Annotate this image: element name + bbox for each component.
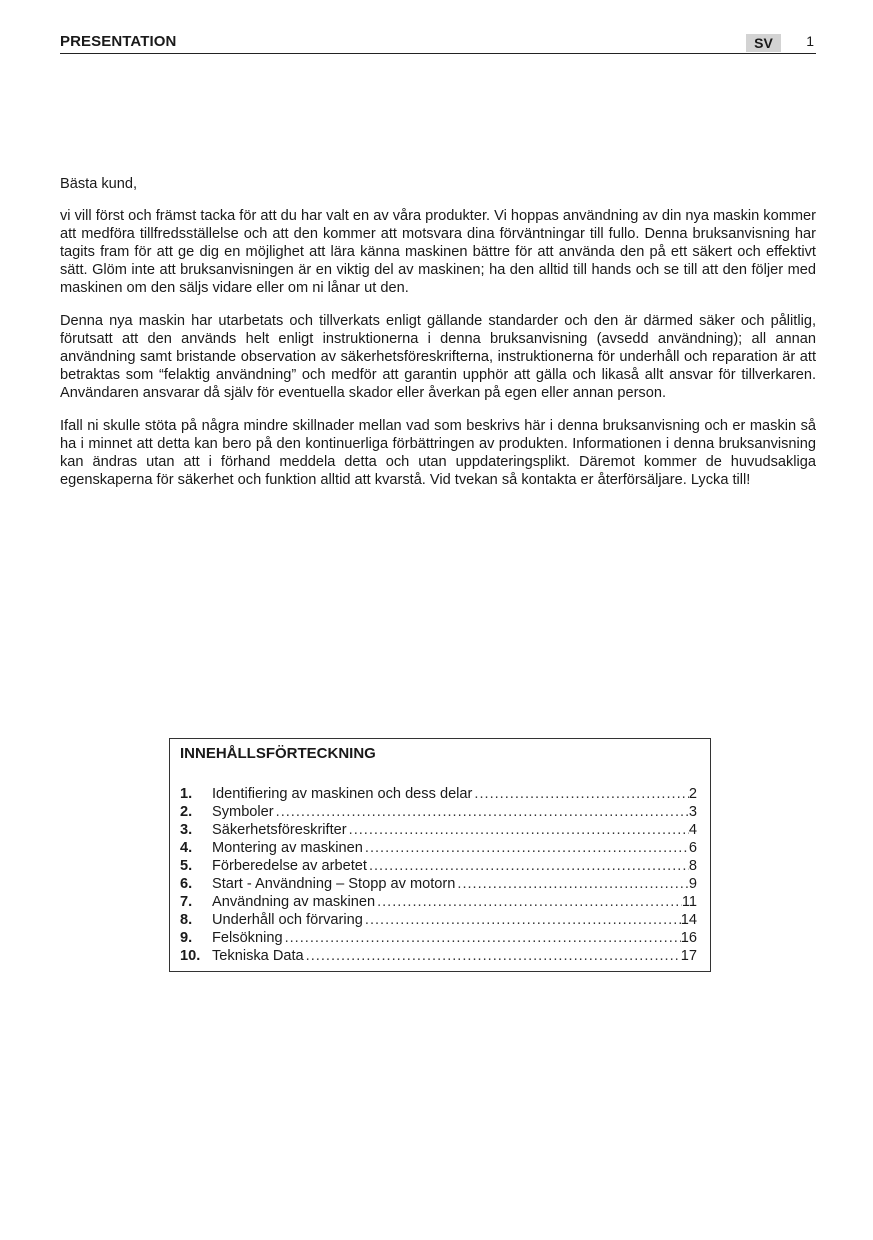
toc-leader-dots — [457, 875, 688, 893]
toc-leader-dots — [306, 947, 681, 965]
letter-paragraph-1: vi vill först och främst tacka för att du har valt en av våra produkter. Vi hoppas användning av din nya maskin kommer att medföra tillfredsställelse och att den kommer att motsvara dina förväntningar till fullo. Denna bruksanvisning har tagits fram för att ge dig en möjlighet att lära känna maskinen bättre för att använda den på ett säkert och effektivt sätt. Glöm inte att bruksanvisningen är en viktig del av maskinen; ha den alltid till hands och se till att den följer med maskinen om den säljs vidare eller om ni lånar ut den. — [60, 208, 816, 296]
toc-entry-page: 6 — [688, 840, 697, 856]
toc-entry-page: 4 — [688, 822, 697, 838]
toc-entry[interactable] — [180, 839, 697, 857]
toc-entry-label: Start - Användning – Stopp av motorn — [212, 876, 456, 892]
table-of-contents — [169, 738, 711, 972]
toc-leader-dots — [276, 803, 689, 821]
toc-entry-number: 6. — [180, 876, 193, 892]
toc-entry[interactable] — [180, 875, 697, 893]
toc-entry[interactable] — [180, 947, 697, 965]
toc-entry-label: Identifiering av maskinen och dess delar — [212, 786, 473, 802]
toc-leader-dots — [285, 929, 681, 947]
toc-entry-label: Säkerhetsföreskrifter — [212, 822, 347, 838]
letter-greeting: Bästa kund, — [60, 176, 138, 192]
toc-entry[interactable] — [180, 857, 697, 875]
toc-entry-page: 17 — [680, 948, 697, 964]
language-badge: SV — [746, 34, 781, 52]
toc-entry-label: Användning av maskinen — [212, 894, 376, 910]
toc-entry-number: 1. — [180, 786, 193, 802]
toc-entry-page: 14 — [680, 912, 697, 928]
toc-entry[interactable] — [180, 803, 697, 821]
toc-entry-label: Felsökning — [212, 930, 283, 946]
toc-leader-dots — [365, 911, 681, 929]
toc-entry-page: 3 — [688, 804, 697, 820]
toc-entry-label: Förberedelse av arbetet — [212, 858, 367, 874]
toc-entry-number: 5. — [180, 858, 193, 874]
toc-entry-page: 16 — [680, 930, 697, 946]
toc-entry-number: 10. — [180, 948, 201, 964]
toc-entry[interactable] — [180, 785, 697, 803]
toc-entry-page: 11 — [681, 894, 697, 910]
toc-list — [180, 785, 697, 965]
toc-entry-number: 2. — [180, 804, 193, 820]
toc-entry-number: 9. — [180, 930, 193, 946]
toc-entry-label: Montering av maskinen — [212, 840, 363, 856]
toc-entry-page: 8 — [688, 858, 697, 874]
toc-entry-page: 9 — [688, 876, 697, 892]
toc-leader-dots — [369, 857, 689, 875]
toc-entry[interactable] — [180, 911, 697, 929]
toc-leader-dots — [349, 821, 689, 839]
toc-entry-label: Symboler — [212, 804, 274, 820]
toc-entry-label: Tekniska Data — [212, 948, 304, 964]
toc-title: INNEHÅLLSFÖRTECKNING — [180, 745, 376, 762]
toc-entry[interactable] — [180, 821, 697, 839]
letter-paragraph-2: Denna nya maskin har utarbetats och tillverkats enligt gällande standarder och den är därmed säker och pålitlig, förutsatt att den används helt enligt instruktionerna i denna bruksanvisning (avsedd användning); all annan användning samt bristande observation av säkerhetsföreskrifterna, instruktionerna för underhåll och reparation är att betraktas som “felaktig användning” och medför att garantin upphör att gälla och likaså allt ansvar för tillverkaren. Användaren ansvarar då själv för eventuella skador eller åverkan på egen eller annan person. — [60, 313, 816, 401]
toc-entry[interactable] — [180, 929, 697, 947]
toc-leader-dots — [365, 839, 689, 857]
toc-entry-number: 8. — [180, 912, 193, 928]
page-number: 1 — [806, 33, 814, 49]
welcome-letter — [60, 175, 816, 504]
toc-entry-number: 7. — [180, 894, 193, 910]
toc-entry-number: 3. — [180, 822, 193, 838]
toc-entry-number: 4. — [180, 840, 193, 856]
toc-entry[interactable] — [180, 893, 697, 911]
letter-paragraph-3: Ifall ni skulle stöta på några mindre skillnader mellan vad som beskrivs här i denna bruksanvisning och er maskin så ha i minnet att detta kan bero på den kontinuerliga förbättringen av produkten. Informationen i denna bruksanvisning kan ändras utan att i förhand meddela detta och utan uppdateringsplikt. Däremot kommer de huvudsakliga egenskaperna för säkerhet och funktion alltid att kvarstå. Vid tvekan så kontakta er återförsäljare. Lycka till! — [60, 418, 816, 488]
toc-leader-dots — [474, 785, 688, 803]
section-title: PRESENTATION — [60, 33, 177, 50]
toc-entry-label: Underhåll och förvaring — [212, 912, 363, 928]
page-header — [60, 31, 816, 54]
toc-leader-dots — [377, 893, 682, 911]
toc-entry-page: 2 — [688, 786, 697, 802]
